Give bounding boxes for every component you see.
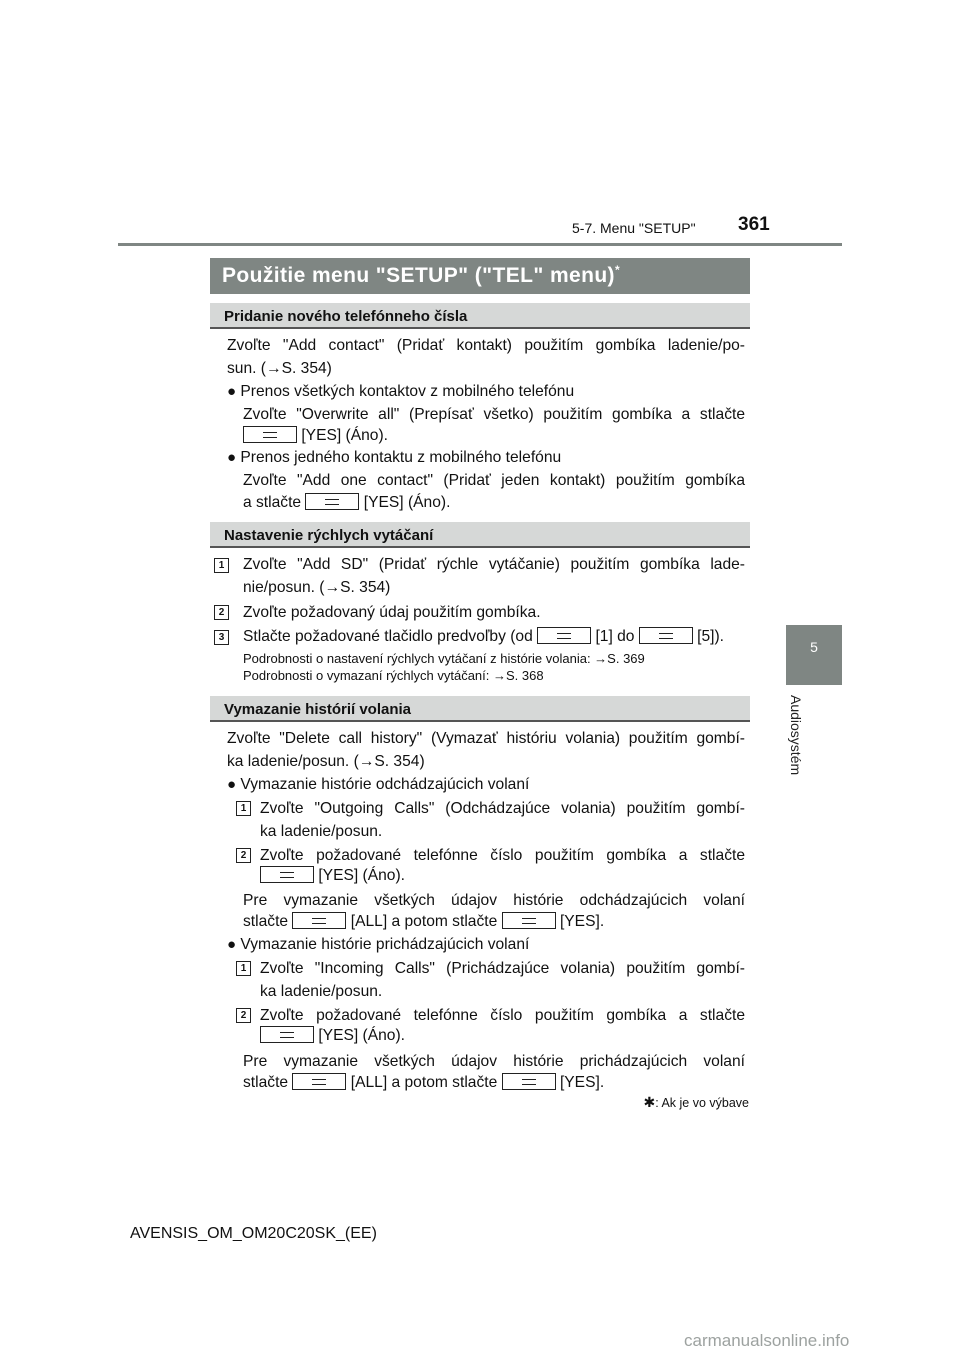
paragraph-line [260, 1024, 405, 1047]
paragraph-line: Zvoľte "Incoming Calls" (Prichádzajúce volania) použitím gombí- [260, 960, 745, 977]
paragraph-line: Zvoľte požadované telefónne číslo použitím gombíka a stlačte [260, 847, 745, 864]
inline-text: [ALL] a potom stlačte [350, 1074, 498, 1091]
inline-text: [YES] (Áno). [363, 494, 451, 511]
paragraph-line [243, 424, 388, 447]
paragraph-line: Pre vymazanie všetkých údajov histórie prichádzajúcich volaní [243, 1053, 745, 1070]
bullet-icon: ● [227, 936, 237, 953]
paragraph-line [243, 625, 724, 648]
bullet-icon: ● [227, 449, 237, 466]
inline-text: stlačte [243, 1074, 289, 1091]
paragraph-line: sun. (→S. 354) [227, 360, 332, 377]
inline-text: [YES]. [559, 913, 605, 930]
steering-switch-icon [292, 912, 346, 929]
paragraph-line: Zvoľte "Add contact" (Pridať kontakt) použitím gombíka ladenie/po- [227, 337, 745, 354]
bullet-title: Prenos všetkých kontaktov z mobilného telefónu [240, 383, 575, 400]
bullet-title: Vymazanie histórie prichádzajúcich volaní [240, 936, 530, 953]
watermark: carmanualsonline.info [684, 1331, 850, 1350]
step-number-3: 3 [214, 630, 229, 645]
paragraph-line [243, 491, 450, 514]
step-number-2: 2 [214, 605, 229, 620]
inline-text: [YES]. [559, 1074, 605, 1091]
step-number-2: 2 [236, 848, 251, 863]
inline-text: [5]). [697, 628, 725, 645]
inline-text: [YES] (Áno). [301, 427, 389, 444]
bullet-icon: ● [227, 776, 237, 793]
paragraph-line [243, 1071, 604, 1094]
document-code-footer: AVENSIS_OM_OM20C20SK_(EE) [130, 1225, 377, 1242]
steering-switch-icon [639, 627, 693, 644]
inline-text: [1] do [595, 628, 635, 645]
asterisk-icon: ✱ [643, 1094, 656, 1110]
inline-text: stlačte [243, 913, 289, 930]
steering-switch-icon [502, 1073, 556, 1090]
bullet-item [227, 446, 561, 469]
reference-note: Podrobnosti o nastavení rýchlych vytáčaní z histórie volania: →S. 369 [243, 651, 645, 666]
reference-note: Podrobnosti o vymazaní rýchlych vytáčaní: →S. 368 [243, 668, 544, 683]
steering-switch-icon [260, 1026, 314, 1043]
paragraph-line: ka ladenie/posun. [260, 983, 383, 1000]
paragraph-line: Zvoľte požadované telefónne číslo použitím gombíka a stlačte [260, 1007, 745, 1024]
paragraph-line: ka ladenie/posun. (→S. 354) [227, 753, 425, 770]
paragraph-line: Zvoľte "Add SD" (Pridať rýchle vytáčanie) použitím gombíka lade- [243, 556, 745, 573]
step-number-1: 1 [214, 558, 229, 573]
paragraph-line [243, 910, 604, 933]
paragraph-line: Zvoľte požadovaný údaj použitím gombíka. [243, 604, 541, 621]
step-number-1: 1 [236, 961, 251, 976]
bullet-item [227, 380, 574, 403]
chapter-tab: 5 [786, 625, 842, 685]
bullet-icon: ● [227, 383, 237, 400]
footnote [640, 1094, 749, 1111]
paragraph-line: Zvoľte "Delete call history" (Vymazať históriu volania) použitím gombí- [227, 730, 745, 747]
bullet-title: Prenos jedného kontaktu z mobilného telefónu [240, 449, 562, 466]
steering-switch-icon [292, 1073, 346, 1090]
paragraph-line: Pre vymazanie všetkých údajov histórie odchádzajúcich volaní [243, 892, 745, 909]
steering-switch-icon [502, 912, 556, 929]
step-number-1: 1 [236, 801, 251, 816]
inline-text: [ALL] a potom stlačte [350, 913, 498, 930]
steering-switch-icon [537, 627, 591, 644]
bullet-item [227, 933, 529, 956]
section-heading-delete-history: Vymazanie histórií volania [210, 696, 750, 722]
bullet-item [227, 773, 529, 796]
paragraph-line [260, 864, 405, 887]
inline-text: [YES] (Áno). [318, 867, 406, 884]
steering-switch-icon [305, 493, 359, 510]
asterisk-icon: * [614, 263, 621, 277]
inline-text: [YES] (Áno). [318, 1027, 406, 1044]
paragraph-line: ka ladenie/posun. [260, 823, 383, 840]
page-title-text: Použitie menu "SETUP" ("TEL" menu) [222, 264, 615, 287]
header-rule [118, 243, 842, 246]
paragraph-line: nie/posun. (→S. 354) [243, 579, 391, 596]
section-heading-speed-dial: Nastavenie rýchlych vytáčaní [210, 522, 750, 548]
page-number: 361 [738, 214, 770, 235]
section-heading-add-number: Pridanie nového telefónneho čísla [210, 303, 750, 329]
steering-switch-icon [260, 866, 314, 883]
chapter-tab-label: Audiosystém [788, 695, 804, 776]
running-header-section: 5-7. Menu "SETUP" [572, 220, 696, 236]
steering-switch-icon [243, 426, 297, 443]
inline-text: Stlačte požadované tlačidlo predvoľby (od [243, 628, 533, 645]
step-number-2: 2 [236, 1008, 251, 1023]
paragraph-line: Zvoľte "Overwrite all" (Prepísať všetko) použitím gombíka a stlačte [243, 406, 745, 423]
paragraph-line: Zvoľte "Outgoing Calls" (Odchádzajúce volania) použitím gombí- [260, 800, 745, 817]
paragraph-line: Zvoľte "Add one contact" (Pridať jeden kontakt) použitím gombíka [243, 472, 745, 489]
bullet-title: Vymazanie histórie odchádzajúcich volaní [240, 776, 530, 793]
inline-text: a stlačte [243, 494, 302, 511]
footnote-text: : Ak je vo výbave [655, 1096, 749, 1110]
page-title [210, 258, 750, 294]
